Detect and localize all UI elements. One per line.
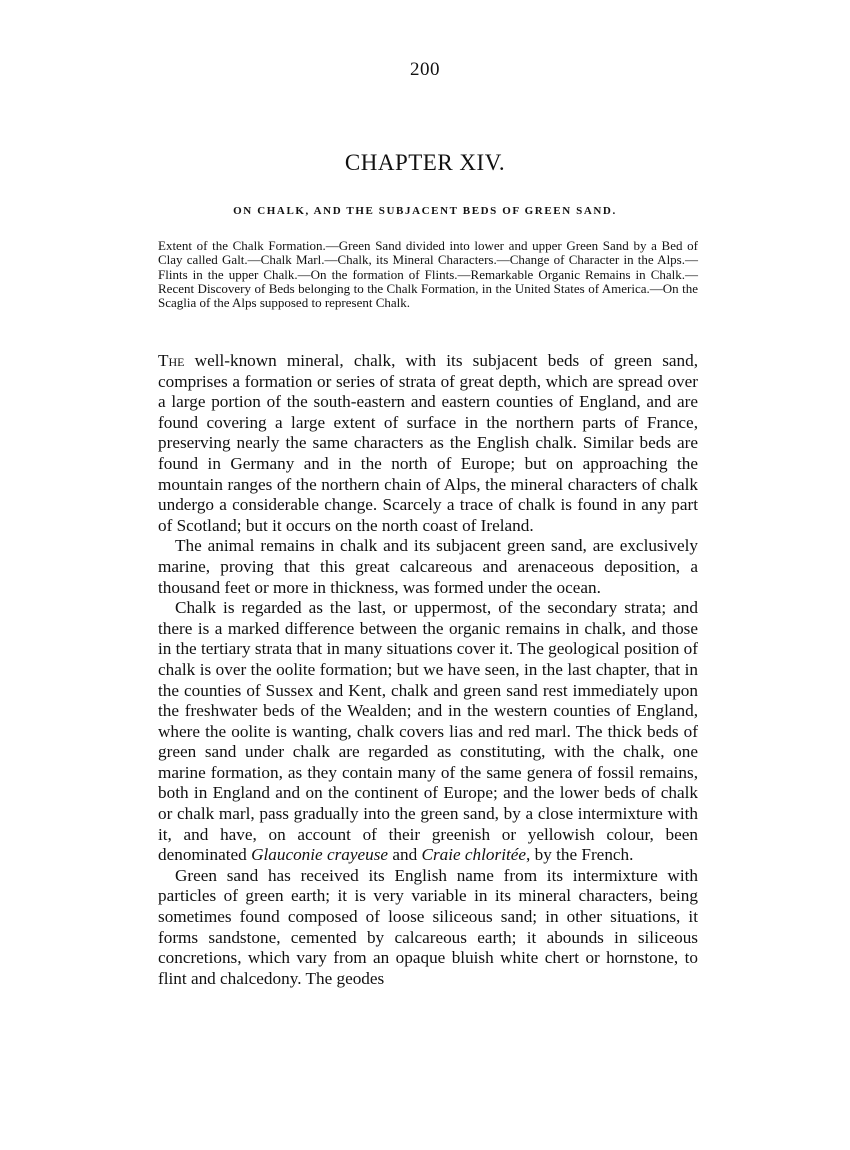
paragraph-1-text: well-known mineral, chalk, with its subjacent beds of green sand, comprises a formation or series of strata of great depth, which are spread over a large portion of the south-eastern and eastern counties of England, and are found covering a large extent of surface in the northern parts of France, preserving nearly the same characters as the English chalk. Similar beds are found in Germany and in the north of Europe; but on approaching the mountain ranges of the northern chain of Alps, the mineral characters of chalk undergo a considerable change. Scarcely a trace of chalk is found in any part of Scotland; but it occurs on the north coast of Ireland. — [158, 351, 698, 535]
paragraph-3-text-before: Chalk is regarded as the last, or uppermost, of the secondary strata; and there is a marked difference between the organic remains in chalk, and those in the tertiary strata that in many situations cover it. The geological position of chalk is over the oolite formation; but we have seen, in the last chapter, that in the counties of Sussex and Kent, chalk and green sand rest immediately upon the freshwater beds of the Wealden; and in the western counties of England, where the oolite is wanting, chalk covers lias and red marl. The thick beds of green sand under chalk are regarded as constituting, with the chalk, one marine formation, as they contain many of the same genera of fossil remains, both in England and on the continent of Europe; and the lower beds of chalk or chalk marl, pass gradually into the green sand, by a close intermixture with it, and have, on account of their greenish or yellowish colour, been denominated — [158, 598, 699, 865]
chapter-body — [158, 351, 698, 989]
paragraph-1 — [158, 351, 698, 536]
paragraph-3-italic-term-2: Craie chloritée — [421, 845, 527, 865]
paragraph-3-text-after: , by the French. — [526, 845, 634, 865]
chapter-title: CHAPTER XIV. — [344, 150, 506, 175]
paragraph-3 — [158, 598, 698, 866]
paragraph-4: Green sand has received its English name from its intermixture with particles of green earth; it is very variable in its mineral characters, being sometimes found composed of loose siliceous sand; in other situations, it forms sandstone, cemented by calcareous earth; it abounds in siliceous concretions, which vary from an opaque bluish white chert or hornstone, to flint and chalcedony. The geodes — [158, 865, 698, 988]
paragraph-2: The animal remains in chalk and its subjacent green sand, are exclusively marine, proving that this great calcareous and arenaceous deposition, a thousand feet or more in thickness, was formed under the ocean. — [158, 536, 698, 597]
paragraph-3-text-middle: and — [388, 845, 422, 865]
chapter-summary: Extent of the Chalk Formation.—Green Sand divided into lower and upper Green Sand by a Bed of Clay called Galt.—Chalk Marl.—Chalk, its Mineral Characters.—Change of Character in the Alps.—Flints in the upper Chalk.—On the formation of Flints.—Remarkable Organic Remains in Chalk.—Recent Discovery of Beds belonging to the Chalk Formation, in the United States of America.—On the Scaglia of the Alps supposed to represent Chalk. — [158, 238, 698, 311]
page-number: 200 — [410, 59, 440, 80]
paragraph-1-dropcap: The — [158, 351, 185, 370]
paragraph-3-italic-term-1: Glauconie crayeuse — [251, 845, 389, 865]
chapter-subtitle: ON CHALK, AND THE SUBJACENT BEDS OF GREEN SAND. — [233, 205, 617, 217]
